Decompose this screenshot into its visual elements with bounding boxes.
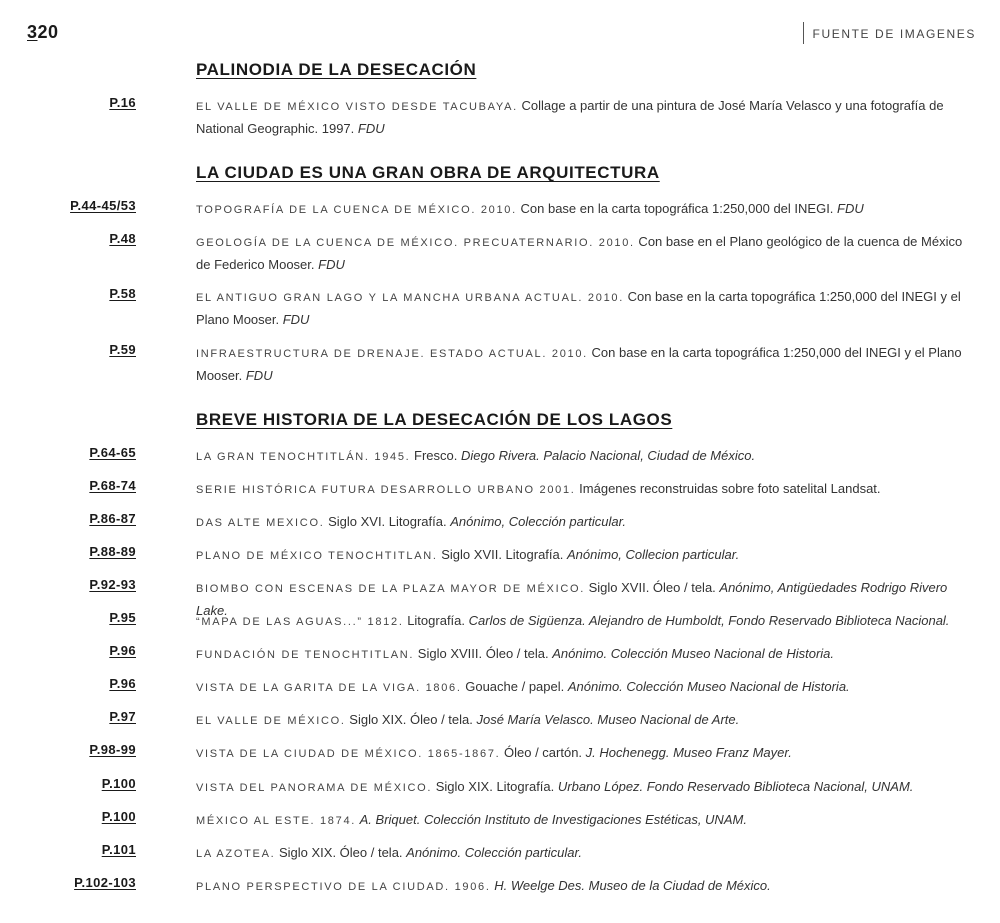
entry-text: Collage a partir de una pintura de José María Velasco y una fotografía de National Geographic. 1997. [196, 98, 944, 136]
entry-text: Con base en la carta topográfica 1:250,000 del INEGI. [516, 201, 838, 216]
entry-credit: FDU [245, 368, 273, 383]
entry-title: SERIE HISTÓRICA FUTURA DESARROLLO URBANO 2001. [196, 484, 576, 496]
page-ref: P.16 [109, 95, 136, 110]
section-title: PALINODIA DE LA DESECACIÓN [196, 60, 477, 79]
entry-description [196, 95, 966, 140]
entry-text: Imágenes reconstruidas sobre foto satelital Landsat. [575, 481, 881, 496]
entry-credit: Anónimo. Colección Museo Nacional de Historia. [552, 646, 835, 661]
page-ref: P.59 [109, 342, 136, 357]
page-ref: P.102-103 [74, 875, 136, 890]
page-number-rest: 20 [37, 22, 59, 42]
entry-description [196, 709, 966, 732]
entry-title: VISTA DEL PANORAMA DE MÉXICO. [196, 782, 433, 794]
entry-text: Fresco. [410, 448, 461, 463]
entry-description [196, 643, 966, 666]
entry-title: TOPOGRAFÍA DE LA CUENCA DE MÉXICO. 2010. [196, 204, 517, 216]
page-ref: P.48 [109, 231, 136, 246]
page-ref: P.100 [101, 776, 136, 791]
entry-title: FUNDACIÓN DE TENOCHTITLAN. [196, 649, 415, 661]
entry-text: Siglo XIX. Óleo / tela. [345, 712, 477, 727]
entry-title: MÉXICO AL ESTE. 1874. [196, 815, 357, 827]
entry-credit: Anónimo, Antigüedades Rodrigo Rivero Lake. [196, 580, 948, 618]
entry-credit: Anónimo. Colección Museo Nacional de Historia. [567, 679, 850, 694]
entry-title: DAS ALTE MEXICO. [196, 517, 325, 529]
entry-description [196, 342, 966, 387]
page-ref: P.101 [101, 842, 136, 857]
entry-credit: José María Velasco. Museo Nacional de Arte. [476, 712, 740, 727]
entry-text: Siglo XVII. Óleo / tela. [585, 580, 720, 595]
page-ref: P.58 [109, 286, 136, 301]
entry-text: Con base en la carta topográfica 1:250,000 del INEGI y el Plano Mooser. [196, 345, 962, 383]
entry-credit: FDU [282, 312, 310, 327]
entry-description [196, 511, 966, 534]
page-ref: P.44-45/53 [70, 198, 136, 213]
entry-description [196, 198, 966, 221]
entry-credit: Urbano López. Fondo Reservado Biblioteca Nacional, UNAM. [557, 779, 914, 794]
entry-credit: Carlos de Sigüenza. Alejandro de Humboldt, Fondo Reservado Biblioteca Nacional. [468, 613, 950, 628]
entry-title: VISTA DE LA GARITA DE LA VIGA. 1806. [196, 682, 462, 694]
page-number-prefix: 3 [27, 22, 38, 42]
entry-title: PLANO PERSPECTIVO DE LA CIUDAD. 1906. [196, 881, 491, 893]
entry-description [196, 676, 966, 699]
page-ref: P.98-99 [89, 742, 136, 757]
entry-description [196, 809, 966, 832]
entry-title: GEOLOGÍA DE LA CUENCA DE MÉXICO. PRECUATERNARIO. 2010. [196, 237, 635, 249]
running-header: FUENTE DE IMAGENES [803, 22, 976, 44]
entry-credit: H. Weelge Des. Museo de la Ciudad de México. [494, 878, 771, 893]
page-number [27, 22, 59, 43]
page-ref: P.68-74 [89, 478, 136, 493]
entry-description [196, 445, 966, 468]
entry-credit: J. Hochenegg. Museo Franz Mayer. [585, 745, 792, 760]
entry-text: Litografía. [403, 613, 469, 628]
entry-description [196, 231, 966, 276]
page-ref: P.97 [109, 709, 136, 724]
entry-description [196, 875, 966, 898]
entry-credit: FDU [357, 121, 385, 136]
entry-description [196, 544, 966, 567]
entry-description [196, 776, 966, 799]
entry-title: BIOMBO CON ESCENAS DE LA PLAZA MAYOR DE MÉXICO. [196, 583, 585, 595]
section-title: LA CIUDAD ES UNA GRAN OBRA DE ARQUITECTURA [196, 163, 660, 182]
entry-description [196, 478, 966, 501]
entry-title: PLANO DE MÉXICO TENOCHTITLAN. [196, 550, 438, 562]
entry-title: EL ANTIGUO GRAN LAGO Y LA MANCHA URBANA ACTUAL. 2010. [196, 292, 624, 304]
page-ref: P.95 [109, 610, 136, 625]
entry-credit: Diego Rivera. Palacio Nacional, Ciudad de México. [461, 448, 756, 463]
entry-credit: Anónimo, Colección particular. [450, 514, 627, 529]
page-ref: P.96 [109, 643, 136, 658]
entry-title: EL VALLE DE MÉXICO VISTO DESDE TACUBAYA. [196, 101, 518, 113]
entry-credit: FDU [318, 257, 345, 272]
entry-title: “MAPA DE LAS AGUAS...” 1812. [196, 616, 404, 628]
entry-text: Gouache / papel. [461, 679, 568, 694]
entry-credit: Anónimo, Collecion particular. [567, 547, 740, 562]
page-ref: P.100 [101, 809, 136, 824]
entry-description [196, 610, 966, 633]
entry-text: Siglo XVII. Litografía. [437, 547, 567, 562]
page-ref: P.96 [109, 676, 136, 691]
entry-text: Con base en el Plano geológico de la cuenca de México de Federico Mooser. [196, 234, 963, 272]
entry-text: Siglo XIX. Óleo / tela. [275, 845, 407, 860]
entry-title: LA AZOTEA. [196, 848, 276, 860]
entry-text: Siglo XVIII. Óleo / tela. [414, 646, 553, 661]
page-ref: P.64-65 [89, 445, 136, 460]
page-ref: P.88-89 [89, 544, 136, 559]
entry-description [196, 286, 966, 331]
page-ref: P.86-87 [89, 511, 136, 526]
entry-description [196, 842, 966, 865]
page-ref: P.92-93 [89, 577, 136, 592]
entry-title: VISTA DE LA CIUDAD DE MÉXICO. 1865-1867. [196, 748, 501, 760]
entry-description [196, 742, 966, 765]
entry-title: INFRAESTRUCTURA DE DRENAJE. ESTADO ACTUAL. 2010. [196, 348, 588, 360]
section-title: BREVE HISTORIA DE LA DESECACIÓN DE LOS LAGOS [196, 410, 673, 429]
entry-title: EL VALLE DE MÉXICO. [196, 715, 346, 727]
entry-credit: A. Briquet. Colección Instituto de Investigaciones Estéticas, UNAM. [359, 812, 747, 827]
entry-text: Óleo / cartón. [500, 745, 586, 760]
entry-text: Con base en la carta topográfica 1:250,000 del INEGI y el Plano Mooser. [196, 289, 961, 327]
entry-credit: Anónimo. Colección particular. [406, 845, 582, 860]
entry-title: LA GRAN TENOCHTITLÁN. 1945. [196, 451, 411, 463]
entry-text: Siglo XVI. Litografía. [324, 514, 451, 529]
entry-credit: FDU [837, 201, 864, 216]
entry-text: Siglo XIX. Litografía. [432, 779, 558, 794]
